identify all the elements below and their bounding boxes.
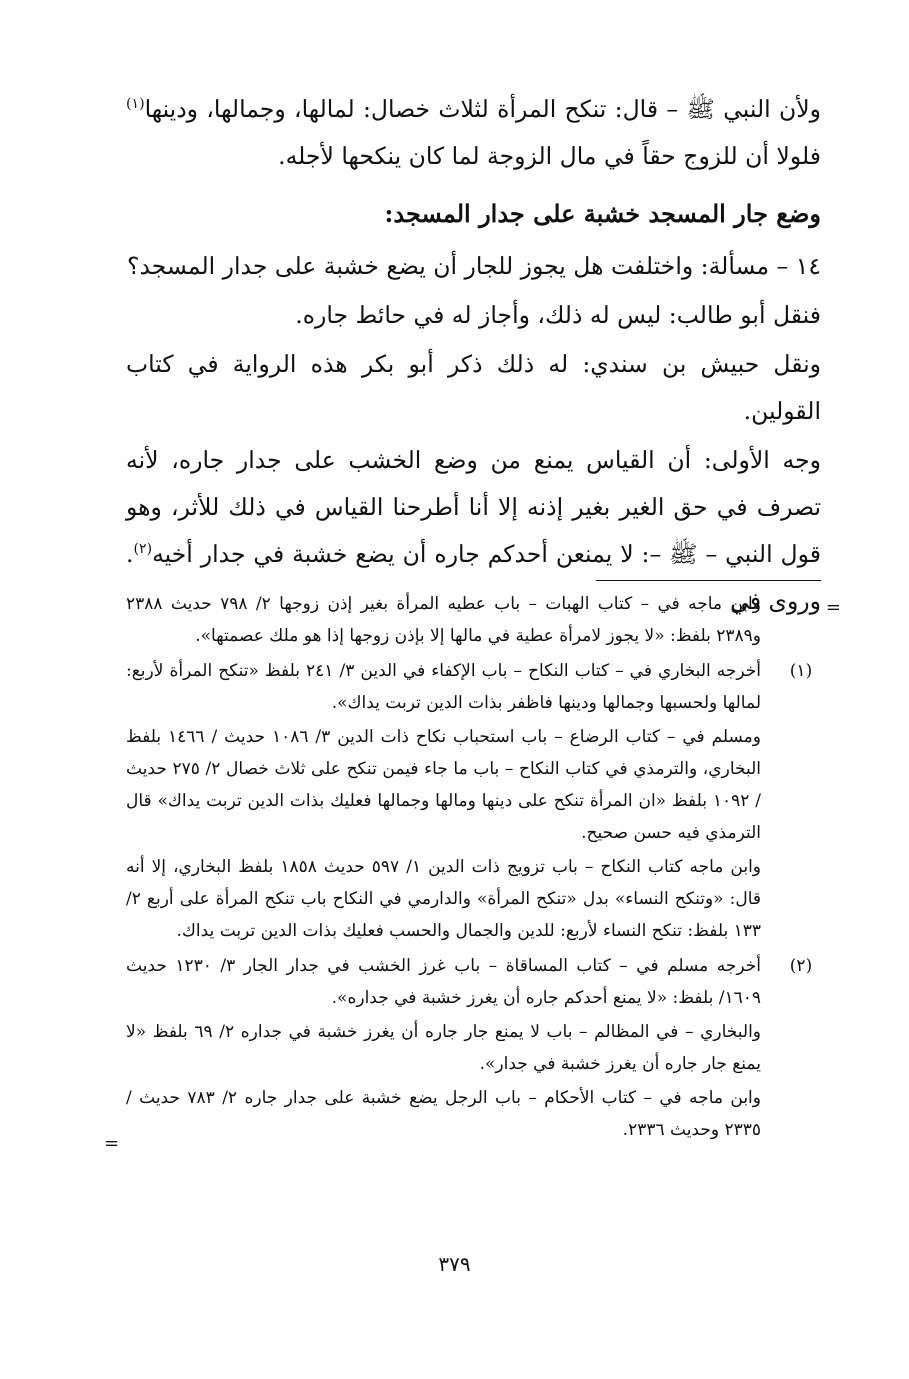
footnote-1 xyxy=(126,655,821,947)
continuation-mark-start: = xyxy=(825,597,841,618)
paragraph-hubaysh: ونقل حبيش بن سندي: له ذلك ذكر أبو بكر هذه الرواية في كتاب القولين. xyxy=(126,350,821,425)
paragraph-abu-talib: فنقل أبو طالب: ليس له ذلك، وأجاز له في حائط جاره. xyxy=(295,301,821,329)
footnote-continuation xyxy=(126,588,841,652)
footnote-2 xyxy=(104,950,821,1154)
footnote-ref-2[interactable]: (٢) xyxy=(133,541,153,558)
paragraph-1-tail: فلولا أن للزوج حقاً في مال الزوجة لما كان ينكحها لأجله. xyxy=(278,142,821,170)
continuation-mark-end: = xyxy=(104,1133,120,1154)
paragraph-first-view-tail: . وروى في xyxy=(126,540,821,615)
paragraph-first-view-text: وجه الأولى: أن القياس يمنع من وضع الخشب على جدار جاره، لأنه تصرف في حق الغير بغير إذنه إلا أنا أطرحنا القياس في ذلك للأثر، وهو قول النبي – ﷺ –: لا يمنعن أحدكم جاره أن يضع خشبة في جدار أخيه xyxy=(126,446,821,568)
footnote-1-number: (١) xyxy=(789,661,813,681)
footnote-1-a: أخرجه البخاري في – كتاب النكاح – باب الإكفاء في الدين ٣/ ٢٤١ بلفظ «تنكح المرأة لأربع: لمالها ولحسبها وجمالها ودينها فاظفر بذات الدين تربت يداك». xyxy=(126,661,761,713)
footnote-continuation-text: وابن ماجه في – كتاب الهبات – باب عطيه المرأة بغير إذن زوجها ٢/ ٧٩٨ حديث ٢٣٨٨ و٢٣٨٩ بلفظ: «لا يجوز لامرأة عطية في مالها إلا بإذن زوجها إذا هو ملك عصمتها». xyxy=(126,594,761,646)
footnote-2-number: (٢) xyxy=(789,956,813,976)
paragraph-issue-14: ١٤ – مسألة: واختلفت هل يجوز للجار أن يضع خشبة على جدار المسجد؟ xyxy=(126,252,821,280)
section-heading: وضع جار المسجد خشبة على جدار المسجد: xyxy=(384,199,821,228)
paragraph-1 xyxy=(126,86,821,180)
footnote-1-c: وابن ماجه كتاب النكاح – باب تزويج ذات الدين ١/ ٥٩٧ حديث ١٨٥٨ بلفظ البخاري، إلا أنه قال: «وتنكح النساء» بدل «تنكح المرأة» والدارمي في النكاح باب تنكح المرأة على أربع ٢/ ١٣٣ بلفظ: تنكح النساء لأربع: للدين والجمال والحسب فعليك بذات الدين تربت يداك. xyxy=(126,857,761,941)
footnote-2-c: وابن ماجه في – كتاب الأحكام – باب الرجل يضع خشبة على جدار جاره ٢/ ٧٨٣ حديث / ٢٣٣٥ وحديث ٢٣٣٦. xyxy=(126,1088,761,1140)
footnote-2-b: والبخاري – في المظالم – باب لا يمنع جار جاره أن يغرز خشبة في جداره ٢/ ٦٩ بلفظ «لا يمنع جار جاره أن يغرز خشبة في جدار». xyxy=(126,1022,762,1074)
footnotes xyxy=(104,588,841,1154)
footnote-divider xyxy=(596,580,821,581)
footnote-2-a: أخرجه مسلم في – كتاب المساقاة – باب غرز الخشب في جدار الجار ٣/ ١٢٣٠ حديث ١٦٠٩/ بلفظ: «لا يمنع أحدكم جاره أن يغرز خشبة في جداره». xyxy=(126,956,761,1008)
page-number: ٣٧٩ xyxy=(438,1252,471,1276)
main-text xyxy=(126,86,821,625)
footnote-ref-1[interactable]: (١) xyxy=(126,96,145,113)
paragraph-1-text: ولأن النبي ﷺ – قال: تنكح المرأة لثلاث خصال: لمالها، وجمالها، ودينها xyxy=(144,95,821,123)
footnote-1-b: ومسلم في – كتاب الرضاع – باب استحباب نكاح ذات الدين ٣/ ١٠٨٦ حديث / ١٤٦٦ بلفظ البخاري، والترمذي في كتاب النكاح – باب ما جاء فيمن تنكح على ثلاث خصال ٢/ ٢٧٥ حديث / ١٠٩٢ بلفظ «ان المرأة تنكح على دينها ومالها وجمالها فعليك بذات الدين تربت يداك» قال الترمذي فيه حسن صحيح. xyxy=(126,727,761,843)
